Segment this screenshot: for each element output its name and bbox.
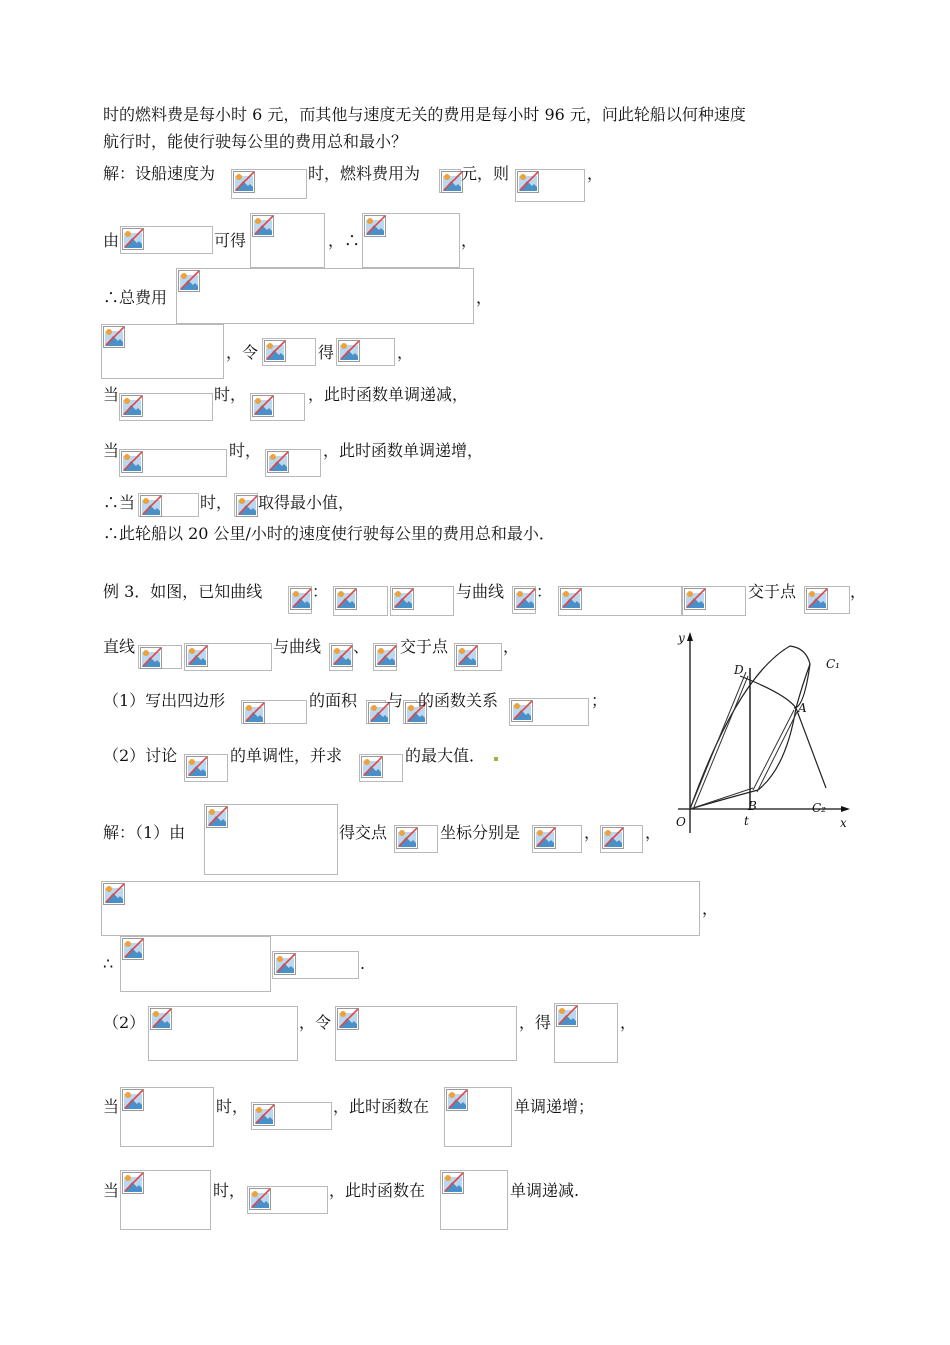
formula-image [184, 754, 228, 782]
text-fragment: 、 [353, 637, 370, 656]
formula-image [250, 213, 325, 268]
text-fragment: ， [702, 899, 719, 918]
formula-image [138, 645, 182, 669]
broken-image-icon [517, 171, 539, 193]
label-b: B [748, 799, 757, 813]
broken-image-icon [290, 588, 312, 610]
label-c2: C₂ [812, 801, 826, 815]
broken-image-icon [337, 1008, 359, 1030]
label-t: t [744, 814, 749, 828]
formula-image [454, 643, 502, 671]
text-fragment: 与曲线 [273, 637, 322, 656]
text-fragment: 元，则 [461, 164, 510, 183]
broken-image-icon [446, 1089, 468, 1111]
text-fragment: ，此时函数在 [329, 1181, 426, 1200]
broken-image-icon [252, 215, 274, 237]
text-fragment: 取得最小值， [258, 493, 355, 512]
text-fragment: ， [476, 288, 493, 307]
segment-ob [690, 788, 753, 809]
text-fragment: ，令 [299, 1013, 332, 1032]
broken-image-icon [456, 645, 478, 667]
broken-image-icon [140, 647, 162, 669]
text-fragment: 时， [214, 385, 247, 404]
formula-image [138, 493, 199, 517]
text-line: ∴此轮船以 20 公里/小时的速度使行驶每公里的费用总和最小． [103, 524, 555, 543]
curve-c1-lower [690, 708, 796, 809]
text-fragment: 时，燃料费用为 [308, 164, 421, 183]
broken-image-icon [233, 171, 255, 193]
broken-image-icon [556, 1005, 578, 1027]
text-fragment: 交于点 [748, 582, 797, 601]
formula-image [532, 825, 582, 853]
broken-image-icon [140, 495, 162, 517]
label-c1: C₁ [826, 657, 840, 671]
formula-image [184, 643, 272, 671]
formula-image [231, 169, 307, 199]
broken-image-icon [122, 228, 144, 250]
text-fragment: 交于点 [400, 637, 449, 656]
formula-image [251, 1102, 332, 1130]
label-x: x [840, 816, 847, 830]
text-fragment: ， [503, 637, 520, 656]
broken-image-icon [122, 1172, 144, 1194]
text-fragment: 的单调性，并求 [230, 746, 343, 765]
text-fragment: ，得 [519, 1013, 552, 1032]
broken-image-icon [103, 326, 125, 348]
text-fragment: ∴总费用 [103, 288, 168, 307]
text-fragment: ， [461, 231, 478, 250]
text-fragment: ， [645, 823, 662, 842]
formula-image [176, 268, 474, 324]
formula-image [336, 338, 395, 366]
curve-figure [660, 628, 856, 842]
label-d: D [734, 663, 744, 677]
text-fragment: （2）讨论 [103, 746, 178, 765]
formula-image [600, 825, 643, 853]
text-fragment: . [360, 954, 366, 973]
broken-image-icon [122, 938, 144, 960]
broken-image-icon [252, 395, 274, 417]
broken-image-icon [150, 1008, 172, 1030]
formula-image [272, 951, 359, 979]
text-fragment: ，此时函数在 [333, 1097, 430, 1116]
broken-image-icon [243, 702, 265, 724]
broken-image-icon [338, 340, 360, 362]
text-fragment: （1）写出四边形 [103, 691, 226, 710]
text-fragment: 时， [200, 493, 233, 512]
broken-image-icon [602, 827, 624, 849]
formula-image [554, 1003, 618, 1063]
text-fragment: 例 3．如图，已知曲线 [103, 582, 263, 601]
broken-image-icon [511, 700, 533, 722]
label-a: A [798, 701, 807, 715]
text-fragment: 解：（1）由 [103, 823, 186, 842]
broken-image-icon [806, 588, 828, 610]
broken-image-icon [186, 645, 208, 667]
text-fragment: ∴ [103, 954, 114, 973]
broken-image-icon [392, 588, 414, 610]
broken-image-icon [178, 270, 200, 292]
broken-image-icon [335, 588, 357, 610]
formula-image [512, 586, 536, 614]
formula-image [366, 700, 386, 724]
formula-image [101, 881, 700, 936]
broken-image-icon [441, 171, 463, 193]
formula-image [234, 493, 258, 517]
text-fragment: ： [536, 582, 553, 601]
formula-image [335, 1006, 517, 1061]
formula-image [148, 1006, 298, 1061]
text-fragment: 的函数关系 [418, 691, 499, 710]
text-fragment: 当 [103, 441, 120, 460]
text-fragment: 当 [103, 1097, 120, 1116]
broken-image-icon [361, 756, 383, 778]
formula-image [439, 169, 461, 193]
text-fragment: 的面积 [309, 691, 358, 710]
broken-image-icon [267, 451, 289, 473]
formula-image [241, 700, 307, 724]
formula-image [359, 754, 403, 782]
broken-image-icon [253, 1104, 275, 1126]
formula-image [119, 449, 227, 477]
segment-ba [753, 710, 794, 790]
text-fragment: 单调递减. [510, 1181, 580, 1200]
text-fragment: 与曲线 [456, 582, 505, 601]
text-fragment: ，∴ [328, 231, 361, 250]
text-fragment: ，此时函数单调递减， [308, 385, 469, 404]
formula-image [333, 586, 388, 616]
broken-image-icon [514, 588, 536, 610]
broken-image-icon [206, 806, 228, 828]
formula-image [440, 1170, 508, 1230]
text-fragment: ， [584, 823, 601, 842]
broken-image-icon [121, 451, 143, 473]
segment-od [690, 672, 746, 809]
label-y: y [678, 631, 685, 645]
text-fragment: 可得 [214, 231, 247, 250]
x-axis-arrow [841, 806, 850, 812]
text-fragment: ； [591, 691, 608, 710]
formula-image [247, 1186, 328, 1214]
broken-image-icon [364, 215, 386, 237]
text-fragment: 得 [318, 343, 335, 362]
formula-image [329, 643, 353, 671]
y-axis-arrow [687, 632, 693, 641]
text-fragment: ，此时函数单调递增， [323, 441, 484, 460]
text-fragment: ， [587, 164, 604, 183]
broken-image-icon [121, 395, 143, 417]
broken-image-icon [331, 645, 353, 667]
formula-image [444, 1087, 512, 1147]
formula-image [682, 586, 746, 616]
formula-image [120, 1087, 214, 1147]
formula-image [250, 393, 305, 421]
text-fragment: 时， [229, 441, 262, 460]
broken-image-icon [375, 645, 397, 667]
formula-image [265, 449, 321, 477]
text-fragment: ， [397, 343, 414, 362]
text-fragment: （2） [103, 1013, 146, 1032]
formula-image [101, 324, 224, 379]
broken-image-icon [103, 883, 125, 905]
broken-image-icon [396, 827, 418, 849]
broken-image-icon [122, 1089, 144, 1111]
text-fragment: 单调递增； [514, 1097, 595, 1116]
formula-image [120, 936, 271, 992]
formula-image [373, 643, 397, 671]
broken-image-icon [249, 1188, 271, 1210]
broken-image-icon [274, 953, 296, 975]
broken-image-icon [236, 495, 258, 517]
text-fragment: 时， [216, 1097, 249, 1116]
text-fragment: ： [312, 582, 329, 601]
label-origin: O [676, 815, 686, 829]
text-fragment: ， [850, 582, 867, 601]
text-fragment: 得交点 [339, 823, 388, 842]
text-fragment: ∴当 [103, 493, 136, 512]
text-fragment: 解：设船速度为 [103, 164, 216, 183]
formula-image [515, 169, 585, 202]
formula-image [262, 338, 316, 366]
formula-image [394, 825, 438, 853]
formula-image [362, 213, 460, 268]
formula-image [119, 393, 213, 421]
formula-image [804, 586, 850, 614]
broken-image-icon [684, 588, 706, 610]
formula-image [558, 586, 682, 616]
segment-ba-2 [757, 712, 797, 792]
broken-image-icon [560, 588, 582, 610]
formula-image [120, 1170, 211, 1230]
text-line: 时的燃料费是每小时 6 元，而其他与速度无关的费用是每小时 96 元，问此轮船以何种速度 [103, 105, 746, 124]
text-fragment: 由 [103, 231, 120, 250]
green-dot [494, 757, 498, 761]
broken-image-icon [534, 827, 556, 849]
formula-image [288, 586, 312, 614]
text-fragment: 当 [103, 385, 120, 404]
text-fragment: 时， [213, 1181, 246, 1200]
broken-image-icon [442, 1172, 464, 1194]
text-fragment: 的最大值． [405, 746, 486, 765]
segment-od-2 [694, 676, 748, 807]
broken-image-icon [186, 756, 208, 778]
text-fragment: 坐标分别是 [440, 823, 521, 842]
text-line: 航行时，能使行驶每公里的费用总和最小？ [103, 132, 408, 151]
formula-image [509, 698, 589, 726]
formula-image [204, 804, 338, 875]
text-fragment: 与 [387, 691, 404, 710]
formula-image [390, 586, 454, 616]
text-fragment: 当 [103, 1181, 120, 1200]
formula-image [403, 700, 417, 724]
text-fragment: ， [620, 1013, 637, 1032]
text-fragment: 直线 [103, 637, 136, 656]
broken-image-icon [264, 340, 286, 362]
formula-image [120, 226, 213, 254]
text-fragment: ，令 [226, 343, 259, 362]
